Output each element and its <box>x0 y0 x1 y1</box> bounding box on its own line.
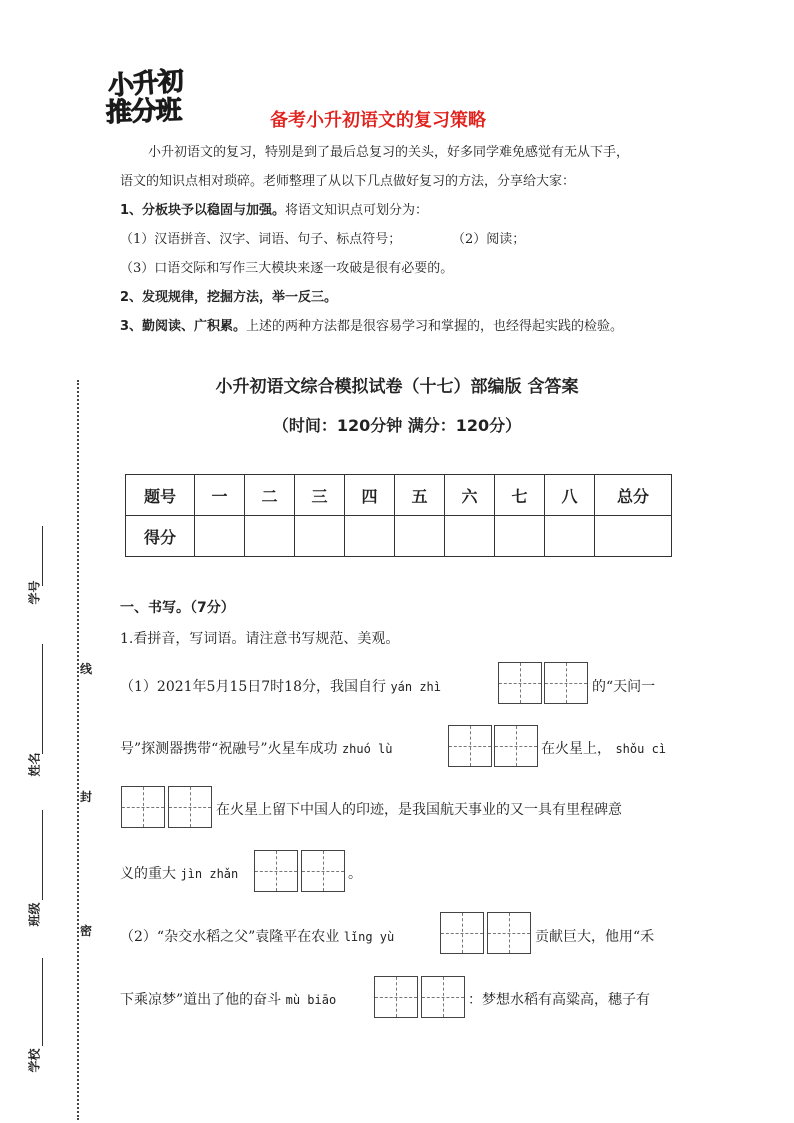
intro-s1-item2: （2）阅读； <box>452 232 526 247</box>
score-cell[interactable] <box>595 516 672 557</box>
q-text: 的“天问一 <box>592 679 656 695</box>
q-text: 号”探测器携带“祝融号”火星车成功 <box>120 741 338 757</box>
cut-label-feng: 封 <box>80 790 93 804</box>
question-intro: 1.看拼音，写词语。请注意书写规范、美观。 <box>120 631 400 647</box>
intro-p1-line2: 语文的知识点相对琐碎。老师整理了从以下几点做好复习的方法，分享给大家： <box>120 174 576 189</box>
writing-box[interactable] <box>421 976 465 1018</box>
writing-box[interactable] <box>168 786 212 828</box>
score-table <box>125 474 672 557</box>
score-cell[interactable] <box>495 516 545 557</box>
intro-s2-bold: 2、发现规律，挖掘方法，举一反三。 <box>120 290 338 305</box>
q-text: 。 <box>348 866 362 882</box>
field-line-xingming[interactable] <box>42 644 43 754</box>
logo-line2: 推分班 <box>105 95 182 129</box>
score-cell-header: 三 <box>295 475 345 516</box>
intro-s1 <box>120 202 428 220</box>
writing-box[interactable] <box>121 786 165 828</box>
q-text: 在火星上留下中国人的印迹，是我国航天事业的又一具有里程碑意 <box>216 802 622 818</box>
cut-label-xian: 线 <box>80 662 93 676</box>
score-table-score-row <box>126 516 672 557</box>
intro-s1-item3: （3）口语交际和写作三大模块来逐一攻破是很有必要的。 <box>120 261 454 276</box>
q-line-1 <box>120 676 441 696</box>
score-cell[interactable] <box>445 516 495 557</box>
score-cell-header: 二 <box>245 475 295 516</box>
intro-s3-rest: 上述的两种方法都是很容易学习和掌握的，也经得起实践的检验。 <box>246 319 624 334</box>
score-cell-header: 六 <box>445 475 495 516</box>
score-cell[interactable] <box>395 516 445 557</box>
label-xuexiao: 学校 <box>27 1048 42 1073</box>
logo <box>104 66 208 130</box>
writing-box[interactable] <box>374 976 418 1018</box>
writing-box[interactable] <box>448 725 492 767</box>
field-line-xuexiao[interactable] <box>42 958 43 1046</box>
score-cell-header: 题号 <box>126 475 195 516</box>
pinyin: zhuó lù <box>341 742 393 756</box>
pinyin: mù biāo <box>285 993 337 1007</box>
intro-s1-item1: （1）汉语拼音、汉字、词语、句子、标点符号； <box>120 232 402 247</box>
writing-box[interactable] <box>494 725 538 767</box>
field-line-xuehao[interactable] <box>42 526 43 586</box>
score-cell[interactable] <box>195 516 245 557</box>
writing-box[interactable] <box>487 912 531 954</box>
exam-title: 小升初语文综合模拟试卷（十七）部编版 含答案 <box>215 377 579 397</box>
intro-s2 <box>120 289 337 307</box>
header-title: 备考小升初语文的复习策略 <box>270 110 486 131</box>
field-line-banji[interactable] <box>42 810 43 900</box>
pinyin: lǐng yù <box>343 930 395 944</box>
section-title: 一、书写。（7分） <box>120 600 235 616</box>
intro-s1-rest: 将语文知识点可划分为： <box>285 203 429 218</box>
score-row-label: 得分 <box>126 516 195 557</box>
intro-p1-line1: 小升初语文的复习，特别是到了最后总复习的关头，好多同学难免感觉有无从下手， <box>148 145 630 160</box>
logo-line1: 小升初 <box>107 66 184 102</box>
q-text: （2）“杂交水稻之父”袁隆平在农业 <box>120 929 340 945</box>
intro-s1-bold: 1、分板块予以稳固与加强。 <box>120 203 286 218</box>
exam-time: （时间：120分钟 满分：120分） <box>272 416 522 435</box>
score-cell[interactable] <box>295 516 345 557</box>
score-cell[interactable] <box>545 516 595 557</box>
score-cell-header: 五 <box>395 475 445 516</box>
score-cell-header: 七 <box>495 475 545 516</box>
label-banji: 班级 <box>27 902 42 927</box>
pinyin: jìn zhǎn <box>180 867 239 881</box>
score-cell-header: 总分 <box>595 475 672 516</box>
q-text: （1）2021年5月15日7时18分，我国自行 <box>120 679 386 695</box>
binding-dotted-line <box>77 380 79 1120</box>
label-xuehao: 学号 <box>27 580 42 605</box>
q-line-5 <box>120 926 394 946</box>
intro-s3-bold: 3、勤阅读、广积累。 <box>120 319 247 334</box>
writing-box[interactable] <box>440 912 484 954</box>
cut-label-mi: 密 <box>80 924 93 938</box>
writing-box[interactable] <box>544 662 588 704</box>
pinyin: shǒu cì <box>615 742 667 756</box>
q-text: 在火星上， <box>541 741 611 757</box>
q-text: 贡献巨大，他用“禾 <box>535 929 655 945</box>
writing-box[interactable] <box>254 850 298 892</box>
q-text: 义的重大 <box>120 866 176 882</box>
q-line-2b <box>541 738 666 758</box>
q-text: 下乘凉梦”道出了他的奋斗 <box>120 992 282 1008</box>
score-cell-header: 八 <box>545 475 595 516</box>
score-cell[interactable] <box>345 516 395 557</box>
q-line-6 <box>120 989 336 1009</box>
writing-box[interactable] <box>498 662 542 704</box>
intro-s3 <box>120 318 623 336</box>
pinyin: yán zhì <box>390 680 442 694</box>
q-text: ：梦想水稻有高粱高，穗子有 <box>468 992 650 1008</box>
q-line-4 <box>120 863 238 883</box>
score-table-header-row <box>126 475 672 516</box>
score-cell[interactable] <box>245 516 295 557</box>
label-xingming: 姓名 <box>27 752 42 777</box>
score-cell-header: 一 <box>195 475 245 516</box>
score-cell-header: 四 <box>345 475 395 516</box>
writing-box[interactable] <box>301 850 345 892</box>
q-line-2 <box>120 738 393 758</box>
